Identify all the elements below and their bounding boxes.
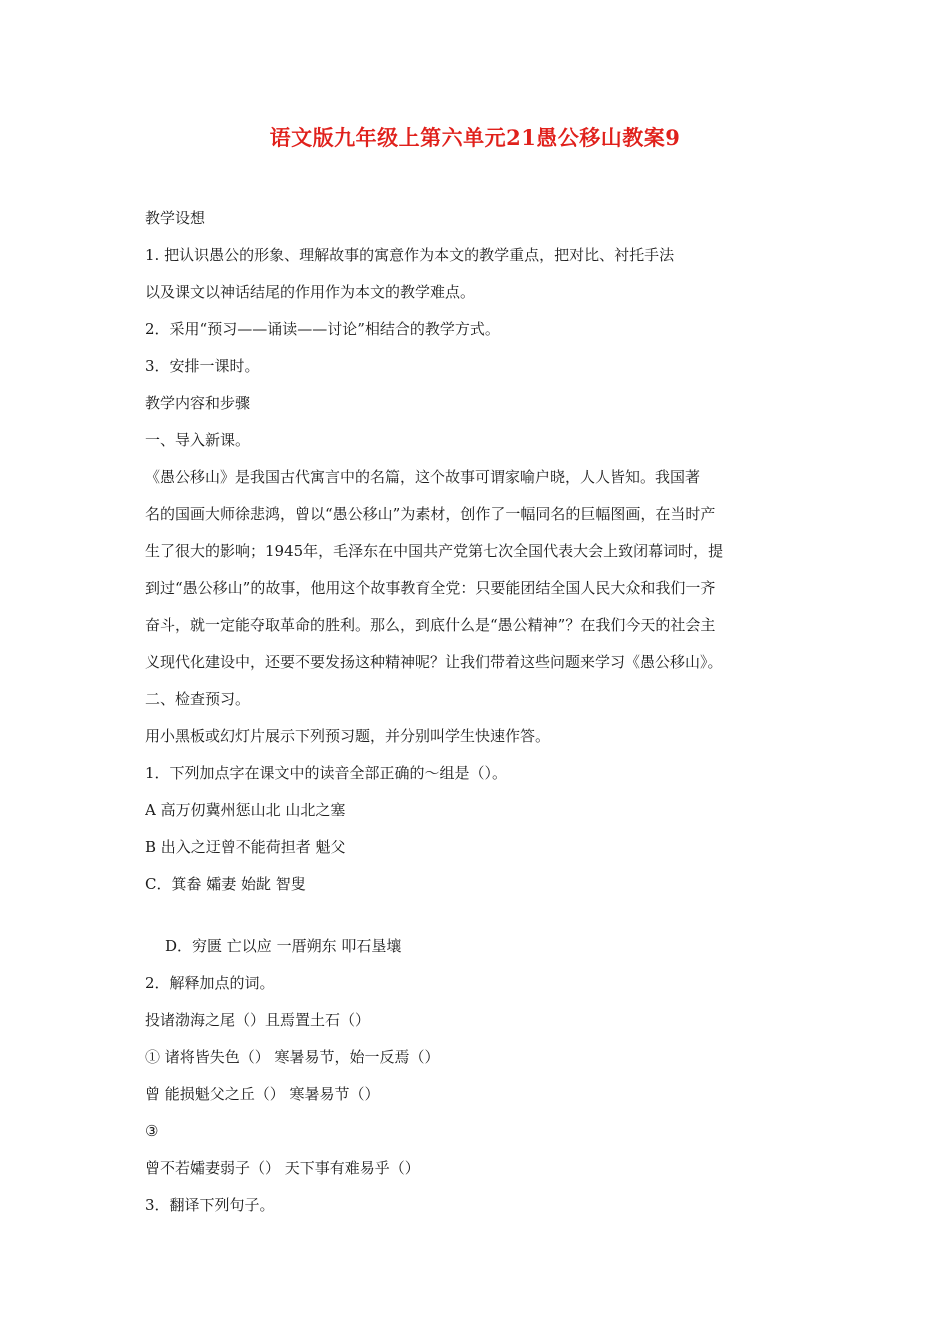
paragraph-line: 用小黑板或幻灯片展示下列预习题，并分别叫学生快速作答。 <box>145 727 551 745</box>
document-title: 语文版九年级上第六单元21愚公移山教案9 <box>269 125 681 150</box>
section-heading: 一、导入新课。 <box>145 431 251 449</box>
document-body <box>145 200 815 1224</box>
exercise-line: ① 诸将皆失色（） 寒暑易节，始一反焉（） <box>145 1048 440 1066</box>
exercise-line: 曾不若孀妻弱子（） 天下事有难易乎（） <box>145 1159 420 1177</box>
option-line: D．穷匮 亡以应 一厝朔东 叩石垦壤 <box>165 937 402 955</box>
section-heading: 教学内容和步骤 <box>145 394 251 412</box>
option-line: A 高万仞冀州惩山北 山北之塞 <box>145 801 346 819</box>
section-heading: 二、检查预习。 <box>145 690 251 708</box>
section-heading: 教学设想 <box>145 209 206 227</box>
option-line: C．箕畚 孀妻 始龀 智叟 <box>145 875 306 893</box>
paragraph-line: 生了很大的影响；1945年，毛泽东在中国共产党第七次全国代表大会上致闭幕词时，提 <box>145 542 724 560</box>
paragraph-line: 奋斗，就一定能夺取革命的胜利。那么，到底什么是“愚公精神”？在我们今天的社会主 <box>145 616 716 634</box>
option-line: B 出入之迂曾不能荷担者 魁父 <box>145 838 346 856</box>
question-line: 3．翻译下列句子。 <box>145 1196 275 1214</box>
paragraph-line: 《愚公移山》是我国古代寓言中的名篇，这个故事可谓家喻户晓，人人皆知。我国著 <box>145 468 701 486</box>
question-line: 1．下列加点字在课文中的读音全部正确的～组是（）。 <box>145 764 508 782</box>
question-line: 2．解释加点的词。 <box>145 974 275 992</box>
paragraph-line: 2．采用“预习——诵读——讨论”相结合的教学方式。 <box>145 320 500 338</box>
paragraph-line: 名的国画大师徐悲鸿，曾以“愚公移山”为素材，创作了一幅同名的巨幅图画，在当时产 <box>145 505 716 523</box>
paragraph-line: 到过“愚公移山”的故事，他用这个故事教育全党：只要能团结全国人民大众和我们一齐 <box>145 579 716 597</box>
paragraph-line: 3．安排一课时。 <box>145 357 260 375</box>
paragraph-line: 义现代化建设中，还要不要发扬这种精神呢？让我们带着这些问题来学习《愚公移山》。 <box>145 653 723 671</box>
paragraph-line: 1. 把认识愚公的形象、理解故事的寓意作为本文的教学重点，把对比、衬托手法 <box>145 246 675 264</box>
paragraph-line: 以及课文以神话结尾的作用作为本文的教学难点。 <box>145 283 476 301</box>
spacer <box>145 903 815 928</box>
exercise-line: ③ <box>145 1122 159 1140</box>
exercise-line: 曾 能损魁父之丘（） 寒暑易节（） <box>145 1085 380 1103</box>
exercise-line: 投诸渤海之尾（）且焉置土石（） <box>145 1011 371 1029</box>
